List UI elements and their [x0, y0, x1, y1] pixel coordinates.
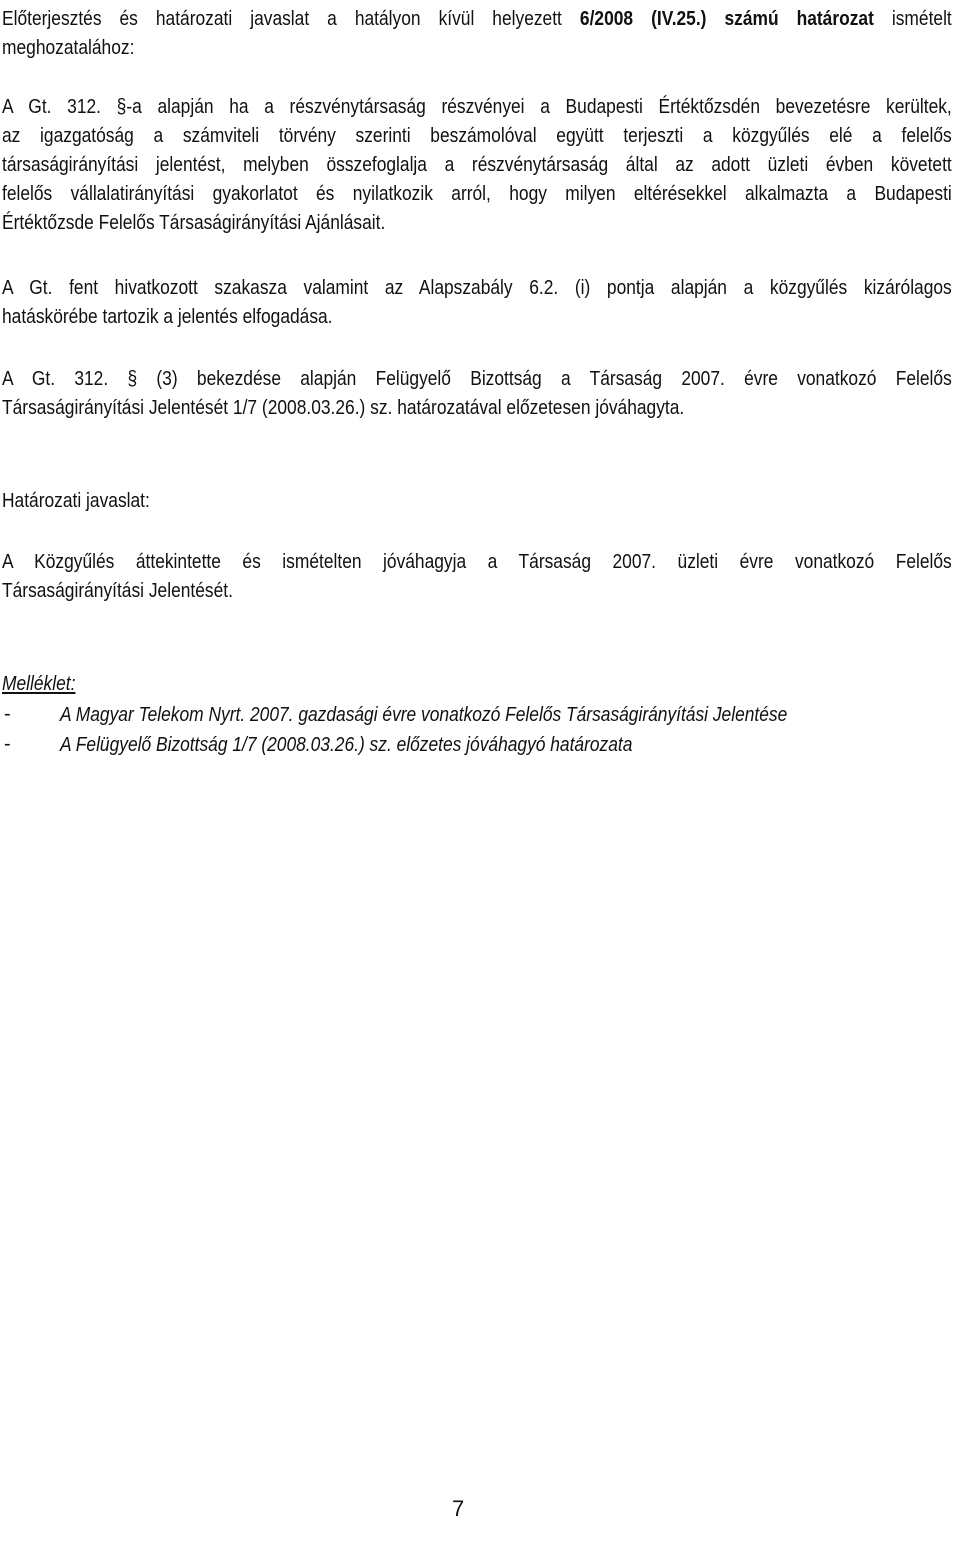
intro-line-2: meghozatalához:: [2, 36, 135, 59]
intro-line-1: [2, 4, 952, 33]
proposal-line: Társaságirányítási Jelentését.: [2, 579, 233, 602]
paragraph-line: A Gt. fent hivatkozott szakasza valamint az Alapszabály 6.2. (i) pontja alapján a közgyűlés kizárólagos: [2, 276, 952, 299]
proposal-heading: Határozati javaslat:: [2, 489, 150, 512]
paragraph-line: A Gt. 312. §-a alapján ha a részvénytársaság részvényei a Budapesti Értéktőzsdén bevezetésre kerültek,: [2, 95, 952, 118]
attachment-item: A Felügyelő Bizottság 1/7 (2008.03.26.) sz. előzetes jóváhagyó határozata: [60, 733, 633, 756]
paragraph-line: felelős vállalatirányítási gyakorlatot és nyilatkozik arról, hogy milyen eltérésekkel alkalmazta a Budapesti: [2, 182, 952, 205]
resolution-reference: 6/2008 (IV.25.) számú határozat: [579, 7, 874, 30]
paragraph-line: Értéktőzsde Felelős Társaságirányítási Ajánlásait.: [2, 211, 386, 234]
list-bullet: -: [4, 733, 11, 755]
intro-text: ismételt: [873, 7, 952, 30]
page-number: 7: [452, 1496, 465, 1521]
paragraph-line: hatáskörébe tartozik a jelentés elfogadása.: [2, 305, 333, 328]
proposal-line: A Közgyűlés áttekintette és ismételten jóváhagyja a Társaság 2007. üzleti évre vonatkozó Felelős: [2, 550, 952, 573]
attachments-heading-text: Melléklet:: [2, 672, 76, 695]
intro-text: Előterjesztés és határozati javaslat a hatályon kívül helyezett: [2, 7, 580, 30]
paragraph-line: Társaságirányítási Jelentését 1/7 (2008.03.26.) sz. határozatával előzetesen jóváhagyta.: [2, 396, 685, 419]
list-bullet: -: [4, 703, 11, 725]
attachment-item: A Magyar Telekom Nyrt. 2007. gazdasági évre vonatkozó Felelős Társaságirányítási Jelentése: [60, 703, 788, 726]
paragraph-line: az igazgatóság a számviteli törvény szerinti beszámolóval együtt terjeszti a közgyűlés elé a felelős: [2, 124, 952, 147]
attachments-heading: [2, 669, 952, 698]
paragraph-line: társaságirányítási jelentést, melyben összefoglalja a részvénytársaság által az adott üzleti évben követett: [2, 153, 952, 176]
paragraph-line: A Gt. 312. § (3) bekezdése alapján Felügyelő Bizottság a Társaság 2007. évre vonatkozó Felelős: [2, 367, 952, 390]
